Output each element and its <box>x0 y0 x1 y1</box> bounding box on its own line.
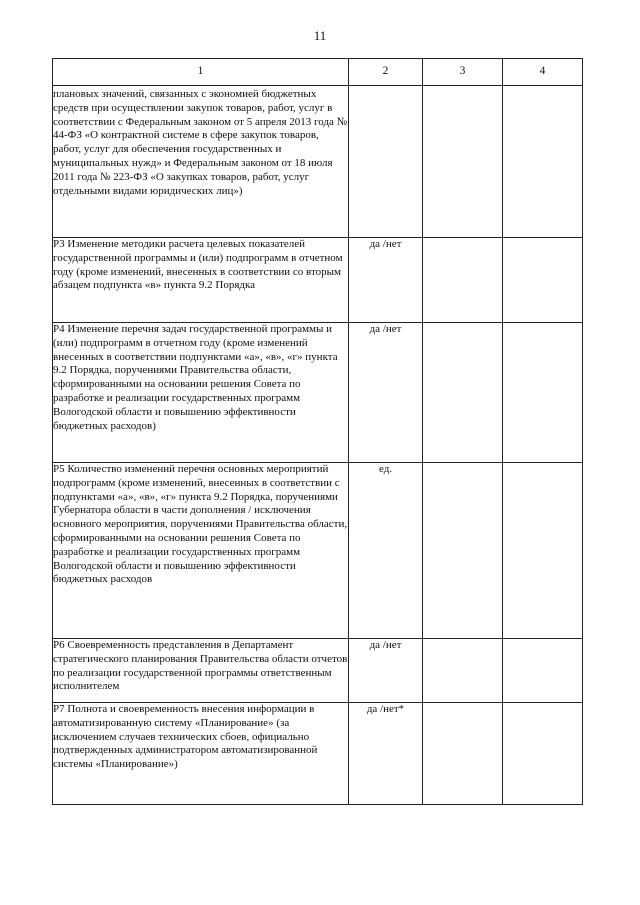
indicator-text: Р3 Изменение методики расчета целевых показателей государственной программы и (или) подпрограмм в отчетном году (кроме изменений, внесенных в соответствии со вторым абзацем подпункта «в» пункта 9.2 Порядка <box>53 238 349 323</box>
indicator-unit: да /нет <box>349 639 423 703</box>
page-number: 11 <box>313 28 327 43</box>
table-row <box>53 238 583 323</box>
indicator-text: Р5 Количество изменений перечня основных мероприятий подпрограмм (кроме изменений, внесенных в соответствии с подпунктами «а», «в», «г» пункта 9.2 Порядка, поручениями Губернатора области в части дополнения / исключения основного мероприятия, поручениями Правительства области, сформированными на основании решения Совета по разработке и реализации государственных программ Вологодской области и повышению эффективности бюджетных расходов <box>53 463 349 639</box>
column-header-2: 2 <box>349 59 423 86</box>
empty-cell <box>503 86 583 238</box>
empty-cell <box>423 703 503 805</box>
indicator-text: плановых значений, связанных с экономией бюджетных средств при осуществлении закупок товаров, работ, услуг в соответствии с Федеральным законом от 5 апреля 2013 года № 44-ФЗ «О контрактной системе в сфере закупок товаров, работ, услуг для обеспечения государственных и муниципальных нужд» и Федеральным законом от 18 июля 2011 года № 223-ФЗ «О закупках товаров, работ, услуг отдельными видами юридических лиц») <box>53 86 349 238</box>
indicator-unit: ед. <box>349 463 423 639</box>
empty-cell <box>503 238 583 323</box>
column-header-3: 3 <box>423 59 503 86</box>
empty-cell <box>503 703 583 805</box>
column-header-1: 1 <box>53 59 349 86</box>
empty-cell <box>503 463 583 639</box>
column-header-4: 4 <box>503 59 583 86</box>
empty-cell <box>423 323 503 463</box>
indicator-unit <box>349 86 423 238</box>
table-row <box>53 639 583 703</box>
indicator-unit: да /нет <box>349 238 423 323</box>
table-row <box>53 463 583 639</box>
indicator-text: Р4 Изменение перечня задач государственной программы и (или) подпрограмм в отчетном году (кроме изменений внесенных в соответствии подпунктами «а», «в», «г» пункта 9.2 Порядка, поручениями Правительства области, сформированными на основании решения Совета по разработке и реализации государственных программ Вологодской области и повышению эффективности бюджетных расходов) <box>53 323 349 463</box>
empty-cell <box>503 323 583 463</box>
empty-cell <box>423 463 503 639</box>
table-row <box>53 323 583 463</box>
indicator-text: Р6 Своевременность представления в Департамент стратегического планирования Правительства области отчетов по реализации государственной программы ответственным исполнителем <box>53 639 349 703</box>
indicator-unit: да /нет* <box>349 703 423 805</box>
indicator-table <box>52 58 583 805</box>
empty-cell <box>423 238 503 323</box>
table-header-row <box>53 59 583 86</box>
empty-cell <box>423 86 503 238</box>
table-row <box>53 86 583 238</box>
indicator-text: Р7 Полнота и своевременность внесения информации в автоматизированную систему «Планирование» (за исключением случаев технических сбоев, официально подтвержденных администратором автоматизированной системы «Планирование») <box>53 703 349 805</box>
empty-cell <box>503 639 583 703</box>
indicator-unit: да /нет <box>349 323 423 463</box>
table-row <box>53 703 583 805</box>
empty-cell <box>423 639 503 703</box>
